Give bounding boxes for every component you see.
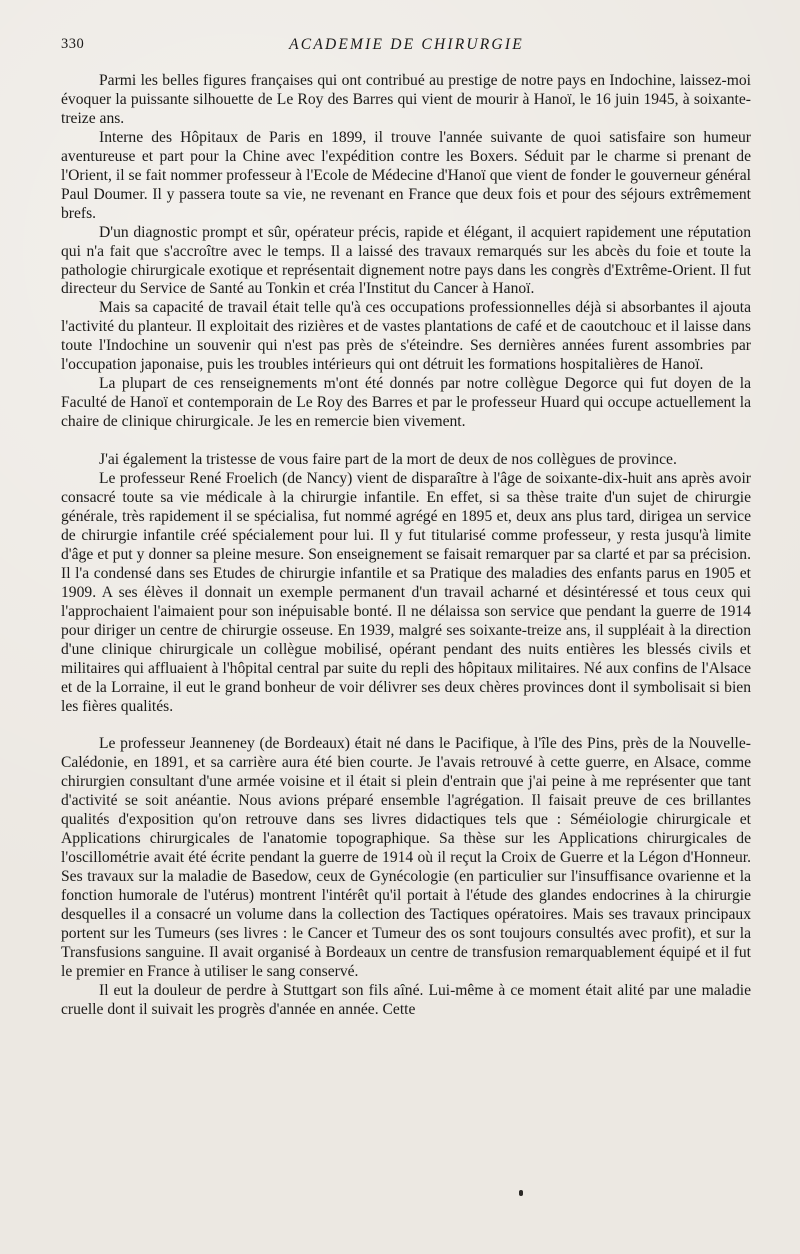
section-gap (61, 716, 751, 735)
section-gap (61, 432, 751, 451)
paragraph-le-roy-career: Interne des Hôpitaux de Paris en 1899, il trouve l'année suivante de quoi satisfaire son humeur aventureuse et part pour la Chine avec l'expédition contre les Boxers. Séduit par le charme si prenant de l'Orient, il se fait nommer professeur à l'Ecole de Médecine d'Hanoï que vient de fonder le gouverneur général Paul Doumer. Il y passera toute sa vie, ne revenant en France que deux fois et pour des séjours extrêmement brefs. (61, 128, 751, 222)
paragraph-jeanneney: Le professeur Jeanneney (de Bordeaux) était né dans le Pacifique, à l'île des Pins, près de la Nouvelle-Calédonie, en 1891, et sa carrière aura été bien courte. Je l'avais retrouvé à cette guerre, en Alsace, comme chirurgien consultant d'une armée voisine et il était si plein d'entrain que j'ai peine à me représenter que tant d'activité se soit anéantie. Nous avions préparé ensemble l'agrégation. Il faisait preuve de ces brillantes qualités d'exposition qu'on retrouve dans ses livres didactiques tels que : Séméiologie chirurgicale et Applications chirurgicales de l'anatomie topographique. Sa thèse sur les Applications chirurgicales de l'oscillométrie avait été écrite pendant la guerre de 1914 où il reçut la Croix de Guerre et la Légon d'Honneur. Ses travaux sur la maladie de Basedow, ceux de Gynécologie (en particulier sur l'insuffisance ovarienne et la fonction humorale de l'utérus) montrent l'intérêt qu'il portait à l'étude des glandes endocrines à la chirurgie desquelles il a consacré un volume dans la collection des Tactiques opératoires. Mais ses travaux principaux portent sur les Tumeurs (ses livres : le Cancer et Tumeur des os sont toujours consultés avec profit), et sur la Transfusions sanguine. Il avait organisé à Bordeaux un centre de transfusion remarquablement équipé et il fut le premier en France à utiliser le sang conservé. (61, 735, 751, 980)
paragraph-le-roy-intro: Parmi les belles figures françaises qui ont contribué au prestige de notre pays en Indochine, laissez-moi évoquer la puissante silhouette de Le Roy des Barres qui vient de mourir à Hanoï, le 16 juin 1945, à soixante-treize ans. (61, 72, 751, 127)
page-header (61, 36, 752, 62)
body-text (61, 72, 751, 1020)
paragraph-le-roy-thanks: La plupart de ces renseignements m'ont été donnés par notre collègue Degorce qui fut doyen de la Faculté de Hanoï et contemporain de Le Roy des Barres et par le professeur Huard qui occupe actuellement la chaire de clinique chirurgicale. Je les en remercie bien vivement. (61, 375, 751, 431)
paragraph-le-roy-planter: Mais sa capacité de travail était telle qu'à ces occupations professionnelles déjà si absorbantes il ajouta l'activité du planteur. Il exploitait des rizières et de vastes plantations de café et de caoutchouc et il laisse dans toute l'Indochine un souvenir qui n'est pas près de s'éteindre. Ses dernières années furent assombries par l'occupation japonaise, puis les troubles intérieurs qui ont détruit les formations hospitalières de Hanoï. (61, 299, 751, 374)
paragraph-le-roy-reputation: D'un diagnostic prompt et sûr, opérateur précis, rapide et élégant, il acquiert rapidement une réputation qui n'a fait que s'accroître avec le temps. Il a laissé des travaux remarqués sur les abcès du foie et toute la pathologie chirurgicale exotique et représentait dignement notre pays dans les congrès d'Extrême-Orient. Il fut directeur du Service de Santé au Tonkin et créa l'Institut du Cancer à Hanoï. (61, 223, 751, 298)
running-title: ACADEMIE DE CHIRURGIE (289, 36, 524, 53)
page-number: 330 (61, 36, 85, 52)
paragraph-jeanneney-son: Il eut la douleur de perdre à Stuttgart son fils aîné. Lui-même à ce moment était alité par une maladie cruelle dont il suivait les progrès d'année en année. Cette (61, 981, 751, 1018)
paragraph-froelich: Le professeur René Froelich (de Nancy) vient de disparaître à l'âge de soixante-dix-huit ans après avoir consacré toute sa vie médicale à la chirurgie infantile. En effet, si sa thèse traite d'un sujet de chirurgie générale, très rapidement il se spécialisa, fut nommé agrégé en 1895 et, deux ans plus tard, dirigea un service de chirurgie infantile créé spécialement pour lui. Il y fut titularisé comme professeur, y resta jusqu'à limite d'âge et put y donner sa pleine mesure. Son enseignement se faisait remarquer par sa clarté et par sa précision. Il l'a condensé dans ses Etudes de chirurgie infantile et sa Pratique des maladies des enfants parus en 1905 et 1909. A ses élèves il donnait un exemple permanent d'un travail acharné et désintéressé et tous ceux qui l'approchaient l'aimaient pour son inépuisable bonté. Il ne délaissa son service que pendant la guerre de 1914 pour diriger un centre de chirurgie osseuse. En 1939, malgré ses soixante-treize ans, il suppléait à la direction d'une clinique chirurgicale un collègue mobilisé, opérant pendant des nuits entières les blessés civils et militaires qui affluaient à l'hôpital central par suite du repli des hôpitaux militaires. Né aux confins de l'Alsace et de la Lorraine, il eut le grand bonheur de voir délivrer ses deux chères provinces dont il symbolisait si bien les fières qualités. (61, 470, 751, 715)
paragraph-province-intro: J'ai également la tristesse de vous faire part de la mort de deux de nos collègues de province. (99, 451, 677, 469)
ink-speck (519, 1190, 523, 1196)
